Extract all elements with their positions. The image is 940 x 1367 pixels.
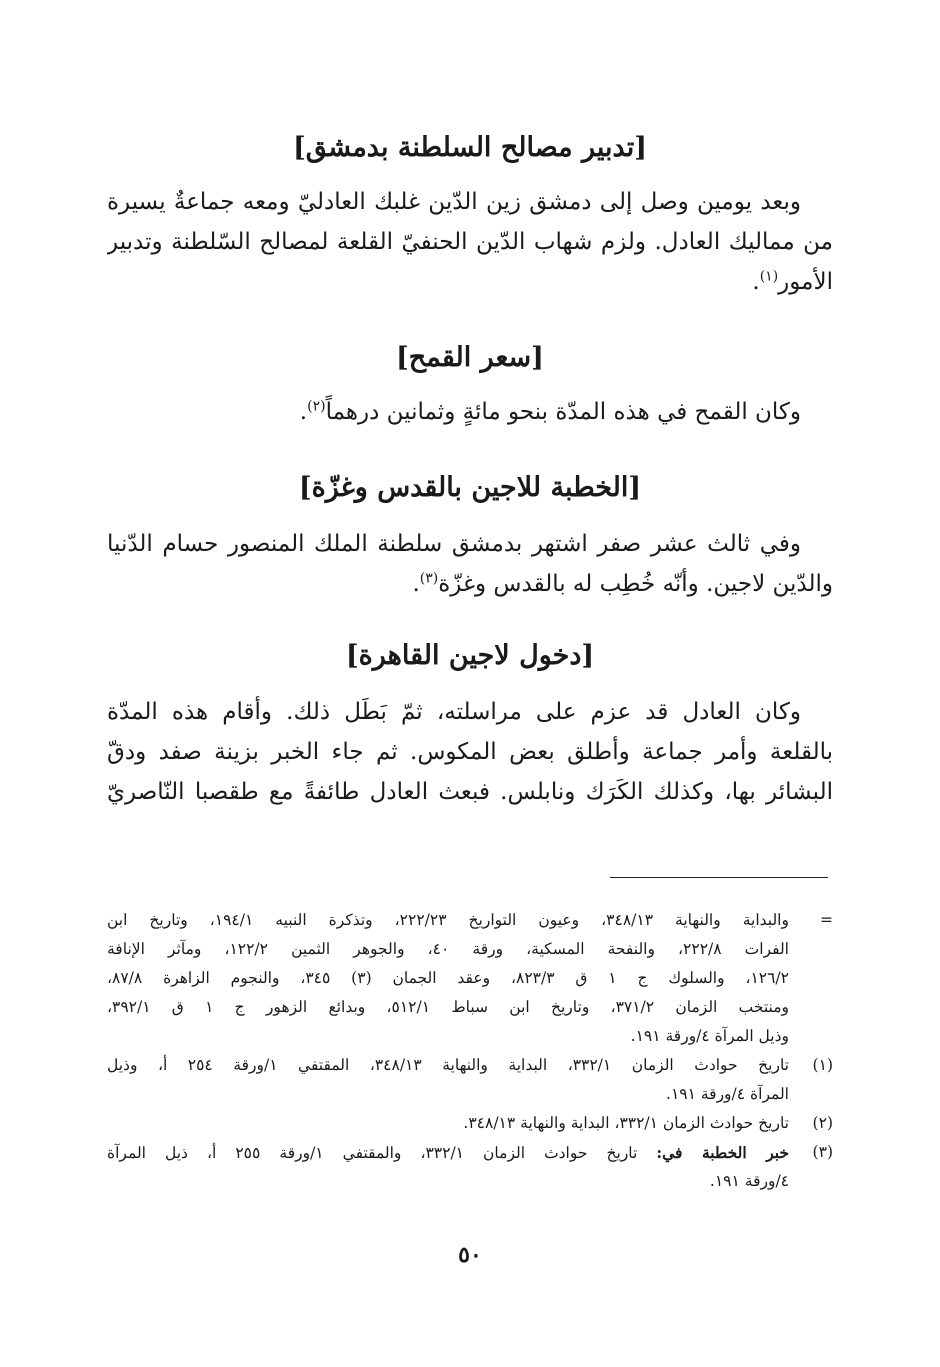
footnote-line: والبداية والنهاية ٣٤٨/١٣، وعيون التواريخ ٢٢٢/٢٣، وتذكرة النبيه ١٩٤/١، وتاريخ ابن — [107, 911, 789, 929]
footnote-body — [107, 906, 789, 1051]
section-heading-cairo-entry: [دخول لاجين القاهرة] — [345, 640, 595, 671]
footnote-separator — [610, 877, 828, 878]
page-number: ٥٠ — [458, 1242, 482, 1268]
section-heading-wheat-price: [سعر القمح] — [396, 342, 544, 373]
text-fragment: . — [299, 399, 308, 425]
section-heading-khutba: [الخطبة للاجين بالقدس وغزّة] — [298, 472, 642, 503]
footnote-marker: (٣) — [812, 1143, 833, 1161]
text-line — [107, 564, 833, 604]
footnote-marker: (١) — [812, 1056, 833, 1074]
text-fragment: وكان القمح في هذه المدّة بنحو مائةٍ وثمانين درهماً — [325, 399, 801, 425]
footnote-line: ١٢٦/٢، والسلوك ج ١ ق ٨٢٣/٣، وعقد الجمان (٣) ٣٤٥، والنجوم الزاهرة ٨٧/٨، — [107, 969, 789, 987]
text-fragment: والدّين لاجين. وأنّه خُطِب له بالقدس وغزّة — [438, 571, 833, 597]
footnote-ref: (١) — [759, 268, 779, 285]
footnote-line: ٤/ورقة ١٩١. — [709, 1172, 789, 1190]
footnote-line: وذيل المرآة ٤/ورقة ١٩١. — [630, 1027, 789, 1045]
text-fragment: . — [412, 571, 420, 597]
footnote-marker: (٢) — [812, 1114, 833, 1132]
paragraph-khutba — [107, 524, 833, 604]
text-fragment: الأمور — [778, 269, 833, 295]
footnote-line: الفرات ٢٢٢/٨، والنفحة المسكية، ورقة ٤٠، والجوهر الثمين ١٢٢/٢، ومآثر الإنافة — [107, 940, 789, 958]
footnote-body — [107, 1051, 789, 1109]
footnote-text: تاريخ حوادث الزمان ٣٣٢/١، والمقتفي ١/ورقة ٢٥٥ أ، ذيل المرآة — [107, 1144, 657, 1162]
text-line — [107, 392, 833, 432]
footnote-line — [107, 1138, 789, 1167]
footnote-line: تاريخ حوادث الزمان ٣٣٢/١، البداية والنهاية ٣٤٨/١٣، المقتفي ١/ورقة ٢٥٤ أ، وذيل — [107, 1056, 789, 1074]
text-line: من مماليك العادل. ولزم شهاب الدّين الحنفيّ القلعة لمصالح السّلطنة وتدبير — [107, 229, 833, 255]
text-line: البشائر بها، وكذلك الكَرَك ونابلس. فبعث العادل طائفةً مع طقصبا النّاصريّ — [107, 779, 833, 805]
footnote-3 — [107, 1138, 833, 1196]
footnote-marker: = — [820, 911, 833, 929]
footnote-line: المرآة ٤/ورقة ١٩١. — [666, 1085, 789, 1103]
paragraph-wheat-price — [107, 392, 833, 432]
footnote-line: تاريخ حوادث الزمان ٣٣٢/١، البداية والنهاية ٣٤٨/١٣. — [463, 1114, 789, 1132]
footnotes — [107, 906, 833, 1196]
text-line — [107, 262, 833, 302]
footnote-ref: (٣) — [419, 570, 439, 587]
footnote-line: ومنتخب الزمان ٣٧١/٢، وتاريخ ابن سباط ٥١٢/١، وبدائع الزهور ج ١ ق ٣٩٢/١، — [107, 998, 789, 1016]
text-line: وفي ثالث عشر صفر اشتهر بدمشق سلطنة الملك المنصور حسام الدّنيا — [107, 531, 801, 557]
text-line: وبعد يومين وصل إلى دمشق زين الدّين غلبك العادليّ ومعه جماعةٌ يسيرة — [107, 189, 801, 215]
section-heading-sultanate-affairs: [تدبير مصالح السلطنة بدمشق] — [292, 132, 648, 163]
paragraph-cairo-entry — [107, 692, 833, 812]
footnote-1 — [107, 1051, 833, 1109]
footnote-continuation — [107, 906, 833, 1051]
footnote-ref: (٢) — [307, 398, 326, 415]
footnote-bold-lead: خبر الخطبة في: — [656, 1143, 789, 1162]
text-fragment: . — [752, 269, 760, 295]
footnote-2 — [107, 1109, 833, 1138]
footnote-body — [107, 1138, 789, 1196]
text-line: بالقلعة وأمر جماعة وأطلق بعض المكوس. ثم جاء الخبر بزينة صفد ودقّ — [107, 739, 833, 765]
text-line: وكان العادل قد عزم على مراسلته، ثمّ بَطَل ذلك. وأقام هذه المدّة — [107, 699, 801, 725]
footnote-body — [107, 1109, 789, 1138]
paragraph-sultanate-affairs — [107, 182, 833, 302]
